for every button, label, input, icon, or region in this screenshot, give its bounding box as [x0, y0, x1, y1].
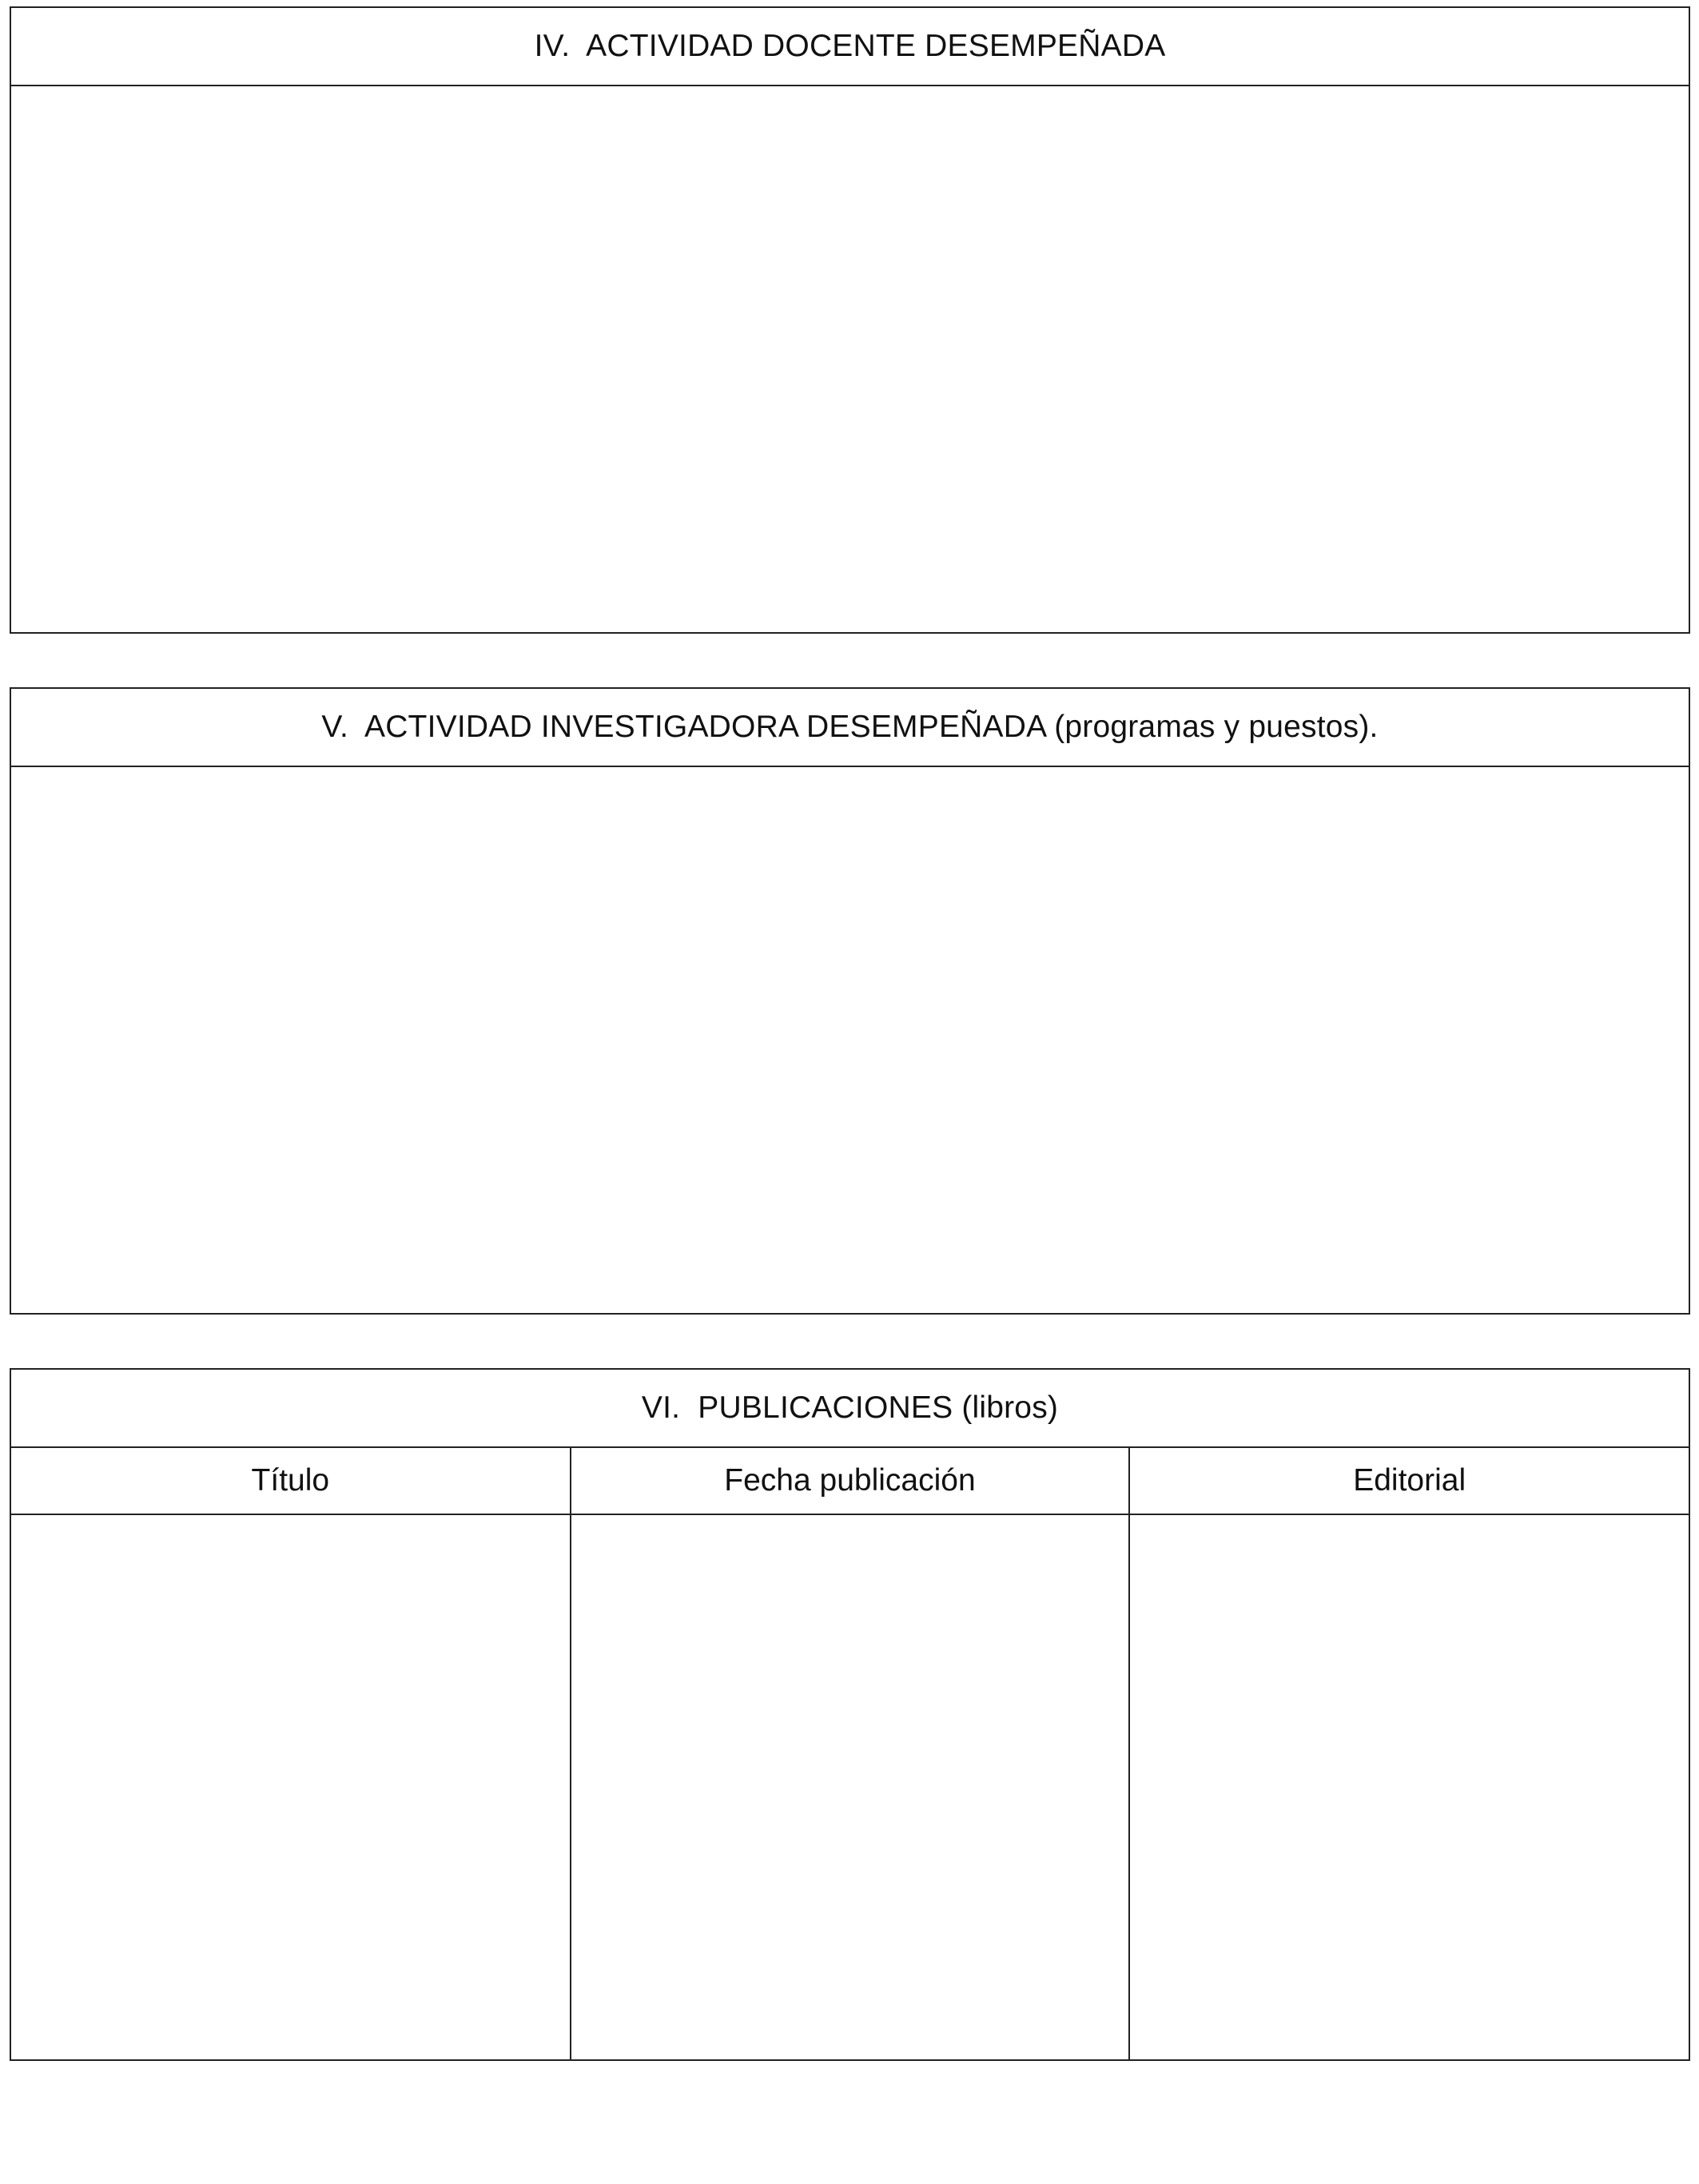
- actividad-investigadora-field[interactable]: [11, 767, 1689, 1313]
- section-title-iv: IV. ACTIVIDAD DOCENTE DESEMPEÑADA: [11, 8, 1689, 86]
- section-actividad-docente: [10, 6, 1690, 634]
- table-header-row: [11, 1448, 1689, 1514]
- column-header-fecha-publicacion: Fecha publicación: [571, 1448, 1130, 1514]
- column-header-titulo: Título: [11, 1448, 571, 1514]
- section-actividad-investigadora: [10, 687, 1690, 1315]
- column-header-editorial: Editorial: [1129, 1448, 1689, 1514]
- section-title-v: V. ACTIVIDAD INVESTIGADORA DESEMPEÑADA (programas y puestos).: [11, 689, 1689, 767]
- publicaciones-table: [11, 1448, 1689, 2059]
- editorial-cell[interactable]: [1129, 1514, 1689, 2059]
- titulo-cell[interactable]: [11, 1514, 571, 2059]
- actividad-docente-field[interactable]: [11, 86, 1689, 632]
- section-title-vi: VI. PUBLICACIONES (libros): [11, 1370, 1689, 1448]
- section-publicaciones: [10, 1368, 1690, 2061]
- table-row: [11, 1514, 1689, 2059]
- fecha-publicacion-cell[interactable]: [571, 1514, 1130, 2059]
